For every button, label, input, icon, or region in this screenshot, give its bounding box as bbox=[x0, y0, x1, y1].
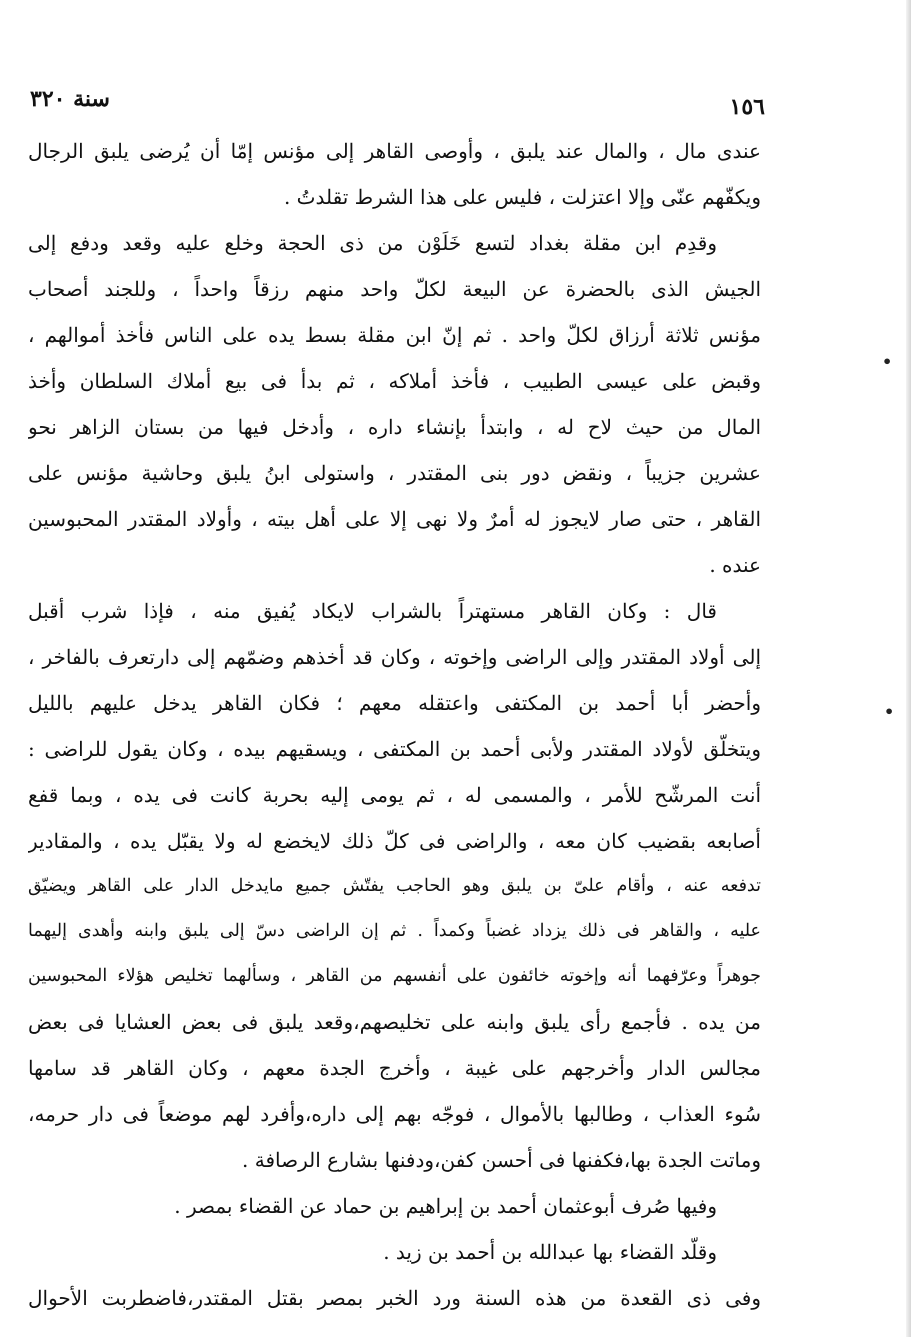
running-head-year: سنة ٣٢٠ bbox=[30, 86, 110, 112]
text-line: مؤنس ثلاثة أرزاق لكلّ واحد . ثم إنّ ابن مقلة بسط يده على الناس فأخذ أموالهم ، bbox=[28, 323, 761, 347]
margin-mark: • bbox=[882, 352, 893, 371]
text-line: المال من حيث لاح له ، وابتدأ بإنشاء داره ، وأدخل فيها من بستان الزاهر نحو bbox=[28, 415, 761, 439]
text-line: وقبض على عيسى الطبيب ، فأخذ أملاكه ، ثم بدأ فى بيع أملاك السلطان وأخذ bbox=[28, 369, 761, 393]
text-line: ويتخلّق لأولاد المقتدر ولأبى أحمد بن المكتفى ، ويسقيهم بيده ، وكان يقول للراضى : bbox=[28, 737, 761, 761]
text-line: الجيش الذى بالحضرة عن البيعة لكلّ واحد منهم رزقاً واحداً ، وللجند أصحاب bbox=[28, 277, 761, 301]
text-line: ويكفّهم عنّى وإلا اعتزلت ، فليس على هذا الشرط تقلدتُ . bbox=[283, 185, 761, 209]
text-line: وقلّد القضاء بها عبدالله بن أحمد بن زيد . bbox=[383, 1240, 717, 1264]
page-header bbox=[30, 86, 765, 126]
text-line: عنده . bbox=[709, 553, 761, 577]
text-line: أنت المرشّح للأمر ، والمسمى له ، ثم يومى إليه بحربة كانت فى يده ، وبما قفع bbox=[28, 783, 761, 807]
main-text bbox=[28, 128, 761, 1321]
text-line: من يده . فأجمع رأى يلبق وابنه على تخليصهم،وقعد يلبق فى بعض العشايا فى بعض bbox=[28, 1010, 761, 1034]
text-line: وفيها صُرف أبوعثمان أحمد بن إبراهيم بن حماد عن القضاء بمصر . bbox=[174, 1194, 717, 1218]
text-line: عليه ، والقاهر فى ذلك يزداد غضباً وكمداً . ثم إن الراضى دسّ إلى يلبق وابنه وأهدى إليهما bbox=[28, 921, 761, 941]
text-line: قال : وكان القاهر مستهتراً بالشراب لايكاد يُفيق منه ، فإذا شرب أقبل bbox=[28, 599, 717, 623]
margin-mark: • bbox=[884, 702, 895, 721]
page-edge-shadow bbox=[906, 0, 911, 1337]
page-number: ١٥٦ bbox=[729, 94, 765, 120]
text-line: وماتت الجدة بها،فكفنها فى أحسن كفن،ودفنها بشارع الرصافة . bbox=[242, 1148, 761, 1172]
text-line: مجالس الدار وأخرجهم على غيبة ، وأخرج الجدة معهم ، وكان القاهر قد سامها bbox=[28, 1056, 761, 1080]
text-line: عشرين جزيباً ، ونقض دور بنى المقتدر ، واستولى ابنُ يلبق وحاشية مؤنس على bbox=[28, 461, 761, 485]
text-line: وقدِم ابن مقلة بغداد لتسع خَلَوْن من ذى الحجة وخلع عليه وقعد ودفع إلى bbox=[28, 231, 717, 255]
text-line: عندى مال ، والمال عند يلبق ، وأوصى القاهر إلى مؤنس إمّا أن يُرضى يلبق الرجال bbox=[28, 139, 761, 163]
text-line: تدفعه عنه ، وأقام علىّ بن يلبق وهو الحاجب يفتّش جميع مايدخل الدار على القاهر ويضيّق bbox=[28, 876, 761, 896]
text-line: وفى ذى القعدة من هذه السنة ورد الخبر بمصر بقتل المقتدر،فاضطربت الأحوال bbox=[28, 1286, 761, 1310]
text-line: القاهر ، حتى صار لايجوز له أمرٌ ولا نهى إلا على أهل بيته ، وأولاد المقتدر المحبوسين bbox=[28, 507, 761, 531]
text-line: جوهراً وعرّفهما أنه وإخوته خائفون على أنفسهم من القاهر ، وسألهما تخليص هؤلاء المحبوسين bbox=[28, 966, 761, 986]
text-line: أصابعه بقضيب كان معه ، والراضى فى كلّ ذلك لايخضع له ولا يقبّل يده ، والمقادير bbox=[28, 829, 761, 853]
text-line: سُوء العذاب ، وطالبها بالأموال ، فوجّه بهم إلى داره،وأفرد لهم موضعاً فى دار حرمه، bbox=[28, 1102, 761, 1126]
text-line: إلى أولاد المقتدر وإلى الراضى وإخوته ، وكان قد أخذهم وضمّهم إلى دارتعرف بالفاخر ، bbox=[28, 645, 761, 669]
text-line: وأحضر أبا أحمد بن المكتفى واعتقله معهم ؛ فكان القاهر يدخل عليهم بالليل bbox=[28, 691, 761, 715]
